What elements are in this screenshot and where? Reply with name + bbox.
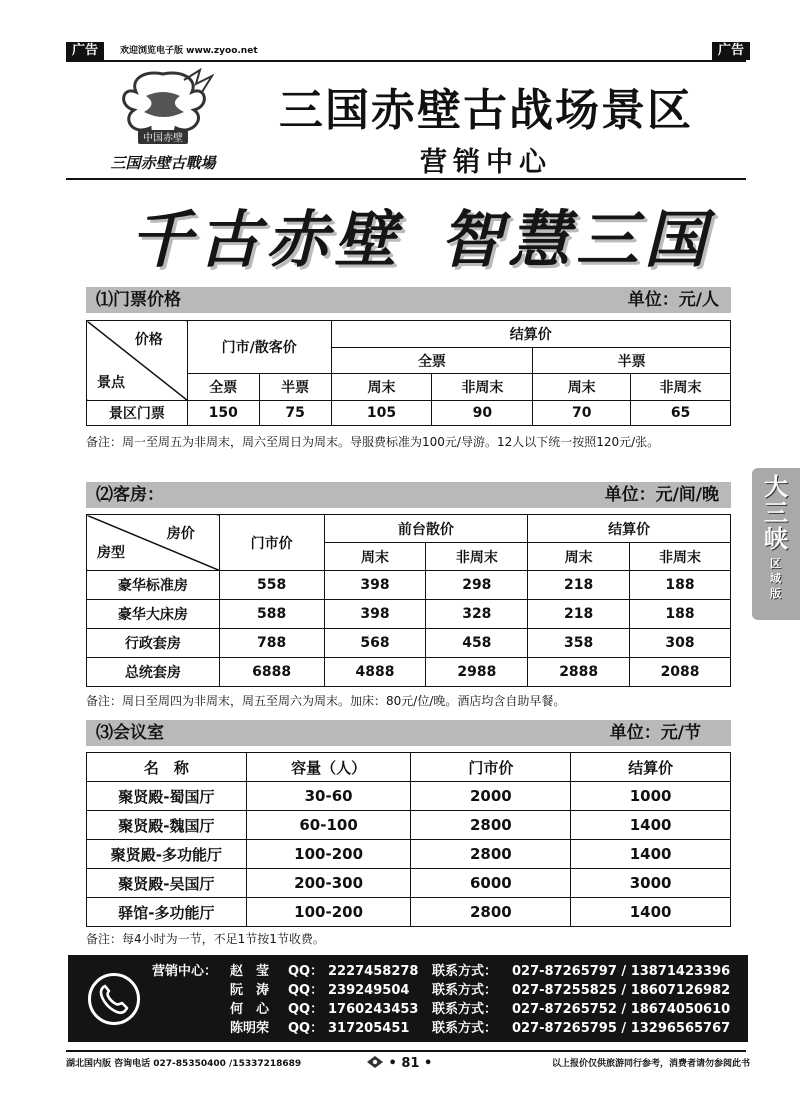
room-settle-header: 结算价 [528,515,731,543]
ticket-price-table [86,320,731,426]
meeting-header-settle: 结算价 [571,753,731,782]
room-note: 备注：周日至周四为非周末，周五至周六为周末。加床：80元/位/晚。酒店均含自助早餐。 [86,694,566,708]
footer-right: 以上报价仅供旅游同行参考，消费者请勿参阅此书 [551,1059,750,1069]
meeting-header-capacity: 容量（人） [246,753,411,782]
meeting-capacity: 200-300 [246,869,411,898]
logo [88,66,238,178]
settle-weekend-header: 周末 [528,543,630,571]
front-weekend-header: 周末 [324,543,426,571]
room-section-bar [86,482,731,508]
ad-tag-right: 广告 [712,42,750,60]
footer-divider [66,1050,746,1052]
region-side-tab [752,468,800,620]
half-weekday-header: 非周末 [631,374,731,401]
meeting-capacity: 100-200 [246,898,411,927]
room-value: 398 [324,571,426,600]
room-gate-header: 门市价 [219,515,324,571]
front-desk-header: 前台散价 [324,515,528,543]
room-value: 218 [528,600,630,629]
page-subtitle: 营销中心 [420,147,552,178]
half-weekend-header: 周末 [533,374,631,401]
table-row [87,869,731,898]
slogan-right: 智慧三国 [440,203,713,276]
meeting-header-name: 名 称 [87,753,247,782]
contact-phone: 027-87265797 / 13871423396 [512,964,731,979]
room-price-table [86,514,731,687]
room-name: 豪华标准房 [87,571,220,600]
contact-phone: 027-87265795 / 13296565767 [512,1021,731,1036]
logo-caption: 三国赤壁古戰場 [110,154,216,172]
contact-name: 何 心 [230,1002,270,1017]
meeting-settle-price: 1000 [571,782,731,811]
ticket-value: 90 [432,401,533,426]
corner-bottom-label: 房型 [97,545,125,561]
meeting-gate-price: 2800 [411,811,571,840]
top-divider [66,60,746,62]
phone-label: 联系方式： [432,964,498,979]
ticket-note: 备注：周一至周五为非周末，周六至周日为周末。导服费标准为100元/导游。12人以下统一按照120元/张。 [86,435,660,449]
table-row [87,840,731,869]
meeting-room-name: 聚贤殿-多功能厅 [87,840,247,869]
slogan-left: 千古赤壁 [130,203,403,276]
contact-phone: 027-87265752 / 18674050610 [512,1002,731,1017]
ad-tag-left: 广告 [66,42,104,60]
meeting-gate-price: 2000 [411,782,571,811]
room-name: 豪华大床房 [87,600,220,629]
top-bar [66,42,750,60]
corner-top-label: 价格 [134,332,163,348]
ticket-value: 105 [331,401,432,426]
room-value: 458 [426,629,528,658]
table-row [87,658,731,687]
phone-label: 联系方式： [432,983,498,998]
contact-qq: 1760243453 [328,1002,419,1017]
full-weekday-header: 非周末 [432,374,533,401]
front-weekday-header: 非周末 [426,543,528,571]
meeting-section-bar [86,720,731,746]
room-value: 588 [219,600,324,629]
meeting-note: 备注：每4小时为一节，不足1节按1节收费。 [86,932,325,946]
room-value: 398 [324,600,426,629]
table-row [87,600,731,629]
table-row [87,629,731,658]
room-value: 188 [630,571,731,600]
meeting-settle-price: 1400 [571,840,731,869]
contact-name: 赵 莹 [230,964,270,979]
table-row [87,571,731,600]
settle-weekday-header: 非周末 [630,543,731,571]
room-value: 328 [426,600,528,629]
room-unit: 单位：元/间/晚 [604,485,719,505]
full-weekend-header: 周末 [331,374,432,401]
room-value: 558 [219,571,324,600]
qq-label: QQ： [288,1002,324,1017]
corner-top-label: 房价 [166,526,195,542]
ticket-section-title: ⑴门票价格 [96,290,181,310]
room-name: 总统套房 [87,658,220,687]
table-row [87,401,731,426]
contact-phone: 027-87255825 / 18607126982 [512,983,731,998]
dragon-logo-icon [88,66,238,152]
meeting-gate-price: 2800 [411,898,571,927]
gate-half-header: 半票 [259,374,331,401]
meeting-settle-price: 1400 [571,898,731,927]
ticket-section-bar [86,287,731,313]
meeting-capacity: 30-60 [246,782,411,811]
table-row [87,898,731,927]
table-row [87,811,731,840]
room-name: 行政套房 [87,629,220,658]
phone-icon [88,973,140,1025]
meeting-capacity: 100-200 [246,840,411,869]
footer-left: 湖北国内版 咨询电话 027-85350400 /15337218689 [66,1059,302,1069]
settle-full-header: 全票 [331,348,533,374]
room-value: 568 [324,629,426,658]
qq-label: QQ： [288,1021,324,1036]
phone-label: 联系方式： [432,1021,498,1036]
meeting-settle-price: 1400 [571,811,731,840]
slogan [100,190,720,282]
room-value: 308 [630,629,731,658]
welcome-text: 欢迎浏览电子版 www.zyoo.net [120,46,258,56]
room-value: 2888 [528,658,630,687]
meeting-unit: 单位：元/节 [609,723,701,743]
meeting-room-name: 聚贤殿-魏国厅 [87,811,247,840]
meeting-settle-price: 3000 [571,869,731,898]
room-value: 4888 [324,658,426,687]
room-corner-cell [87,515,220,571]
header-divider [66,178,746,180]
ticket-unit: 单位：元/人 [627,290,719,310]
ticket-row-name: 景区门票 [87,401,188,426]
side-tab-small: 区域版 [770,557,781,600]
page-ornament-icon [366,1055,384,1069]
logo-mark-text: 中国赤壁 [143,133,183,144]
meeting-gate-price: 2800 [411,840,571,869]
room-section-title: ⑵客房： [96,485,164,505]
room-value: 298 [426,571,528,600]
meeting-header-gate: 门市价 [411,753,571,782]
page-number-area: • 81 • [366,1054,432,1074]
contact-name: 陈明荣 [230,1021,270,1036]
ticket-value: 65 [631,401,731,426]
side-tab-main: 大三峡 [764,472,788,553]
contact-name: 阮 涛 [230,983,270,998]
meeting-room-name: 驿馆-多功能厅 [87,898,247,927]
meeting-room-table [86,752,731,927]
qq-label: QQ： [288,964,324,979]
contact-block [68,955,748,1042]
room-value: 2988 [426,658,528,687]
room-value: 218 [528,571,630,600]
room-value: 358 [528,629,630,658]
gate-price-header: 门市/散客价 [187,321,331,374]
ticket-value: 70 [533,401,631,426]
settle-price-header: 结算价 [331,321,730,348]
ticket-corner-cell [87,321,188,401]
settle-half-header: 半票 [533,348,731,374]
phone-label: 联系方式： [432,1002,498,1017]
meeting-capacity: 60-100 [246,811,411,840]
contact-label: 营销中心： [152,964,218,979]
meeting-section-title: ⑶会议室 [96,723,164,743]
room-value: 2088 [630,658,731,687]
room-value: 788 [219,629,324,658]
ticket-value: 150 [187,401,259,426]
meeting-room-name: 聚贤殿-吴国厅 [87,869,247,898]
corner-bottom-label: 景点 [97,375,125,391]
contact-qq: 317205451 [328,1021,410,1036]
page-title: 三国赤壁古战场景区 [279,85,693,136]
gate-full-header: 全票 [187,374,259,401]
meeting-room-name: 聚贤殿-蜀国厅 [87,782,247,811]
meeting-gate-price: 6000 [411,869,571,898]
qq-label: QQ： [288,983,324,998]
footer [66,1054,750,1074]
table-row [87,782,731,811]
ticket-value: 75 [259,401,331,426]
page-number: 81 [401,1056,420,1071]
contact-qq: 239249504 [328,983,410,998]
contact-qq: 2227458278 [328,964,419,979]
room-value: 188 [630,600,731,629]
room-value: 6888 [219,658,324,687]
